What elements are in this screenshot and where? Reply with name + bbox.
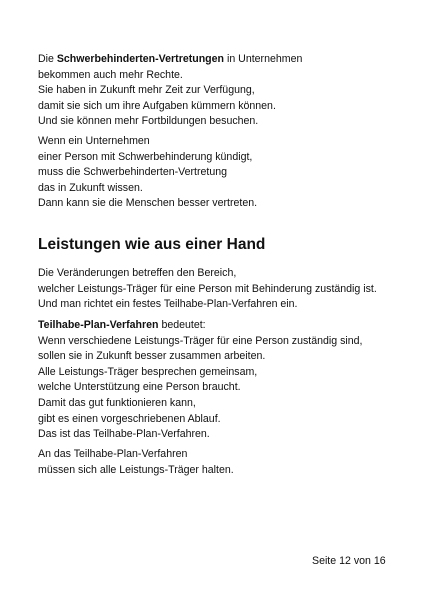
text-line: Damit das gut funktionieren kann,	[38, 396, 196, 409]
text-line: Wenn verschiedene Leistungs-Träger für eine Person zuständig sind,	[38, 334, 363, 347]
text-line: welcher Leistungs-Träger für eine Person mit Behinderung zuständig ist.	[38, 282, 377, 295]
text-line: das in Zukunft wissen.	[38, 181, 143, 194]
text-line: Und sie können mehr Fortbildungen besuchen.	[38, 115, 259, 128]
text-line: Wenn ein Unternehmen	[38, 135, 150, 147]
paragraph-teilhabe-plan-verfahren	[38, 318, 362, 443]
section-heading: Leistungen wie aus einer Hand	[38, 236, 266, 253]
text-line: damit sie sich um ihre Aufgaben kümmern können.	[38, 99, 276, 112]
text-line: Das ist das Teilhabe-Plan-Verfahren.	[38, 428, 210, 441]
text-line: Die Veränderungen betreffen den Bereich,	[38, 267, 237, 279]
text-line: sollen sie in Zukunft besser zusammen arbeiten.	[38, 350, 266, 363]
text-line: einer Person mit Schwerbehinderung kündigt,	[38, 150, 253, 163]
text-line	[38, 318, 362, 334]
text-span: Die	[38, 53, 57, 65]
paragraph-kuendigung	[38, 134, 257, 212]
text-line: Sie haben in Zukunft mehr Zeit zur Verfügung,	[38, 84, 255, 97]
text-line: müssen sich alle Leistungs-Träger halten.	[38, 463, 234, 476]
paragraph-schwerbehinderten-vertretungen	[38, 52, 302, 130]
text-line: bekommen auch mehr Rechte.	[38, 68, 183, 81]
document-page	[38, 0, 418, 600]
text-line: An das Teilhabe-Plan-Verfahren	[38, 448, 188, 460]
text-line: Dann kann sie die Menschen besser vertreten.	[38, 197, 258, 210]
text-span: in Unternehmen	[224, 53, 303, 65]
paragraph-leistungs-traeger	[38, 447, 234, 478]
bold-term: Teilhabe-Plan-Verfahren	[38, 319, 159, 331]
text-line: gibt es einen vorgeschriebenen Ablauf.	[38, 412, 221, 425]
page-number: Seite 12 von 16	[312, 555, 386, 567]
text-line: welche Unterstützung eine Person braucht.	[38, 381, 241, 394]
text-line: Und man richtet ein festes Teilhabe-Plan-Verfahren ein.	[38, 298, 298, 311]
text-line: Alle Leistungs-Träger besprechen gemeinsam,	[38, 365, 258, 378]
text-line: muss die Schwerbehinderten-Vertretung	[38, 166, 228, 179]
paragraph-veraenderungen	[38, 266, 377, 313]
text-span: bedeutet:	[158, 319, 206, 331]
text-line	[38, 52, 302, 68]
bold-term: Schwerbehinderten-Vertretungen	[56, 53, 225, 65]
